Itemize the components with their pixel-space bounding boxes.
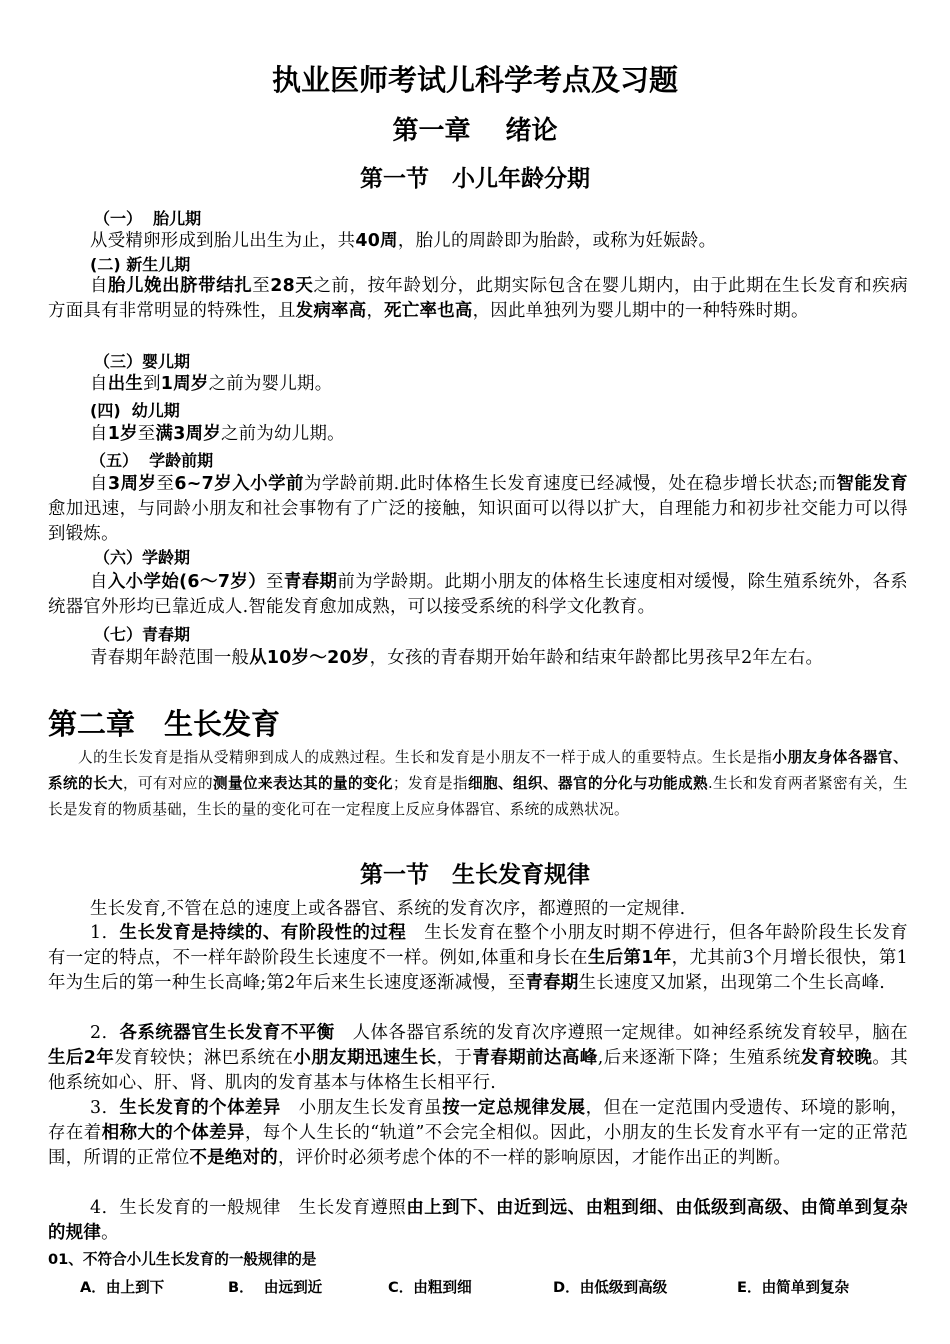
body-text: 前为学龄期。此期小朋友的体格生长速度相对缓慢，除生殖系统外，各系统器官外形均已靠近成人.智能发育愈加成熟，可以接受系统的科学文化教育。 <box>48 572 908 617</box>
answer-option: B． 由远到近 <box>228 1279 323 1296</box>
emphasized-text: 智能发育 <box>836 474 908 494</box>
body-text: ，每个人生长的“轨道”不会完全相似。因此，小朋友的生长发育水平有一定的正常范围，所谓的正常位 <box>48 1123 909 1168</box>
period-heading: （六）学龄期 <box>94 548 191 567</box>
body-text: 至 <box>156 474 175 494</box>
emphasized-text: 发育较晚 <box>800 1048 873 1068</box>
emphasized-text: 按一定总规律发展 <box>442 1098 586 1118</box>
question-stem: 01、不符合小儿生长发育的一般规律的是 <box>48 1251 317 1268</box>
emphasized-text: 各系统器官生长发育不平衡 <box>119 1023 335 1043</box>
emphasized-text: 生长发育是持续的、有阶段性的过程 <box>119 923 407 943</box>
period-paragraph <box>48 472 908 547</box>
rule-paragraph <box>48 1196 908 1246</box>
emphasized-text: 3周岁 <box>107 474 157 494</box>
emphasized-text: 生后2年 <box>48 1048 115 1068</box>
body-text: ,后来逐渐下降；生殖系统 <box>597 1048 801 1068</box>
body-text: 自 <box>90 572 108 592</box>
period-heading: (四) 幼儿期 <box>90 401 180 420</box>
emphasized-text: 测量位来表达其的量的变化 <box>213 775 393 792</box>
body-text: 愈加迅速，与同龄小朋友和社会事物有了广泛的接触，知识面可以得以扩大，自理能力和初步社交能力可以得到锻炼。 <box>48 499 908 544</box>
rules-intro: 生长发育,不管在总的速度上或各器官、系统的发育次序，都遵照的一定规律. <box>90 899 686 919</box>
period-paragraph <box>48 274 908 324</box>
emphasized-text: 不是绝对的 <box>189 1148 278 1168</box>
chapter-2-section-1-title: 第一节 生长发育规律 <box>360 862 590 888</box>
body-text: 至 <box>137 424 156 444</box>
emphasized-text: 小朋友身体各器官、系统的长大 <box>48 749 908 792</box>
body-text: 自 <box>90 424 108 444</box>
chapter-1-title: 第一章 绪论 <box>392 116 558 146</box>
emphasized-text: 细胞、组织、器官的分化与功能成熟 <box>468 775 708 792</box>
body-text: 到 <box>143 374 161 394</box>
body-text: 从受精卵形成到胎儿出生为止，共 <box>90 231 356 251</box>
emphasized-text: 相称大的个体差异 <box>101 1123 245 1143</box>
body-text: 4．生长发育的一般规律 生长发育遵照 <box>90 1198 407 1218</box>
body-text: 自 <box>90 474 108 494</box>
body-text: ，女孩的青春期开始年龄和结束年龄都比男孩早2年左右。 <box>369 648 824 668</box>
body-text: ，尤其前3个月增长很快，第1年为生后的第一种生长高峰;第2年后来生长速度逐渐减慢，至 <box>48 948 908 993</box>
emphasized-text: 胎儿娩出脐带结扎 <box>108 276 253 296</box>
answer-option: C．由粗到细 <box>388 1279 472 1296</box>
emphasized-text: 出生 <box>107 374 144 394</box>
period-heading: （五） 学龄前期 <box>90 451 214 470</box>
emphasized-text: 由上到下、由近到远、由粗到细、由低级到高级、由简单到复杂的规律 <box>48 1198 908 1243</box>
body-text: 生长发育在整个小朋友时期不停进行，但各年龄阶段生长发育有一定的特点，不一样年龄阶段生长速度不一样。例如,体重和身长在 <box>48 923 908 968</box>
emphasized-text: 生后第1年 <box>587 948 672 968</box>
body-text: ， <box>366 301 385 321</box>
answer-option: E．由简单到复杂 <box>737 1279 850 1296</box>
emphasized-text: 1周岁 <box>160 374 209 394</box>
body-text: 自 <box>90 374 108 394</box>
emphasized-text: 死亡率也高 <box>384 301 473 321</box>
body-text: 3． <box>90 1098 120 1118</box>
body-text: 。 <box>101 1223 119 1243</box>
answer-option: D．由低级到高级 <box>553 1279 668 1296</box>
body-text: 。其他系统如心、肝、肾、肌肉的发育基本与体格生长相平行. <box>48 1048 908 1093</box>
body-text: ，于 <box>436 1048 473 1068</box>
answer-option: A．由上到下 <box>80 1279 165 1296</box>
emphasized-text: 青春期 <box>283 572 338 592</box>
period-heading: (二) 新生儿期 <box>90 255 191 274</box>
period-paragraph <box>48 372 908 397</box>
emphasized-text: 满3周岁 <box>155 424 221 444</box>
body-text: 生长速度又加紧，出现第二个生长高峰. <box>578 973 886 993</box>
period-heading: （三）婴儿期 <box>94 352 191 371</box>
emphasized-text: 40周 <box>355 231 398 251</box>
body-text: 小朋友生长发育虽 <box>280 1098 443 1118</box>
period-paragraph <box>48 646 908 671</box>
period-paragraph <box>48 570 908 620</box>
body-text: ，胎儿的周龄即为胎龄，或称为妊娠龄。 <box>397 231 717 251</box>
body-text: 自 <box>90 276 109 296</box>
chapter-2-title: 第二章 生长发育 <box>48 707 281 741</box>
body-text: 至 <box>266 572 284 592</box>
body-text: 之前为婴儿期。 <box>208 374 333 394</box>
period-paragraph <box>48 229 908 254</box>
body-text: 之前为幼儿期。 <box>220 424 345 444</box>
body-text: 1． <box>90 923 120 943</box>
body-text: 2． <box>90 1023 120 1043</box>
period-heading: （一） 胎儿期 <box>94 209 202 228</box>
body-text: 人体各器官系统的发育次序遵照一定规律。如神经系统发育较早，脑在 <box>334 1023 908 1043</box>
body-text: .生长和发育两者紧密有关，生长是发育的物质基础，生长的量的变化可在一定程度上反应身体器官、系统的成熟状况。 <box>48 775 908 818</box>
chapter-1-section-1-title: 第一节 小儿年龄分期 <box>360 166 590 192</box>
rule-paragraph <box>48 1096 908 1171</box>
body-text: 发育较快；淋巴系统在 <box>114 1048 294 1068</box>
body-text: ，评价时必须考虑个体的不一样的影响原因，才能作出正的判断。 <box>278 1148 792 1168</box>
rule-paragraph <box>48 921 908 996</box>
body-text: 为学龄前期.此时体格生长发育速度已经减慢，处在稳步增长状态;而 <box>303 474 837 494</box>
body-text: ，但在一定范围内受遗传、环境的影响，存在着 <box>48 1098 909 1143</box>
emphasized-text: 青春期 <box>525 973 579 993</box>
emphasized-text: 1岁 <box>107 424 138 444</box>
emphasized-text: 发病率高 <box>295 301 367 321</box>
body-text: 之前，按年龄划分，此期实际包含在婴儿期内，由于此期在生长发育和疾病方面具有非常明显的特殊性，且 <box>48 276 908 321</box>
period-heading: （七）青春期 <box>94 625 191 644</box>
body-text: 青春期年龄范围一般 <box>90 648 250 668</box>
emphasized-text: 入小学始(6～7岁） <box>107 572 267 592</box>
body-text: ；发育是指 <box>393 775 468 792</box>
document-title: 执业医师考试儿科学考点及习题 <box>271 63 678 97</box>
body-text: 至 <box>252 276 271 296</box>
period-paragraph <box>48 422 908 447</box>
body-text: ，可有对应的 <box>123 775 213 792</box>
emphasized-text: 从10岁～20岁 <box>249 648 370 668</box>
emphasized-text: 小朋友期迅速生长 <box>293 1048 437 1068</box>
body-text: ，因此单独列为婴儿期中的一种特殊时期。 <box>472 301 809 321</box>
emphasized-text: 6~7岁入小学前 <box>174 474 304 494</box>
emphasized-text: 生长发育的个体差异 <box>119 1098 281 1118</box>
emphasized-text: 28天 <box>270 276 314 296</box>
body-text: 人的生长发育是指从受精卵到成人的成熟过程。生长和发育是小朋友不一样于成人的重要特点。生长是指 <box>78 749 773 766</box>
rule-paragraph <box>48 1021 908 1096</box>
emphasized-text: 青春期前达高峰 <box>472 1048 598 1068</box>
chapter-2-intro <box>48 745 908 823</box>
